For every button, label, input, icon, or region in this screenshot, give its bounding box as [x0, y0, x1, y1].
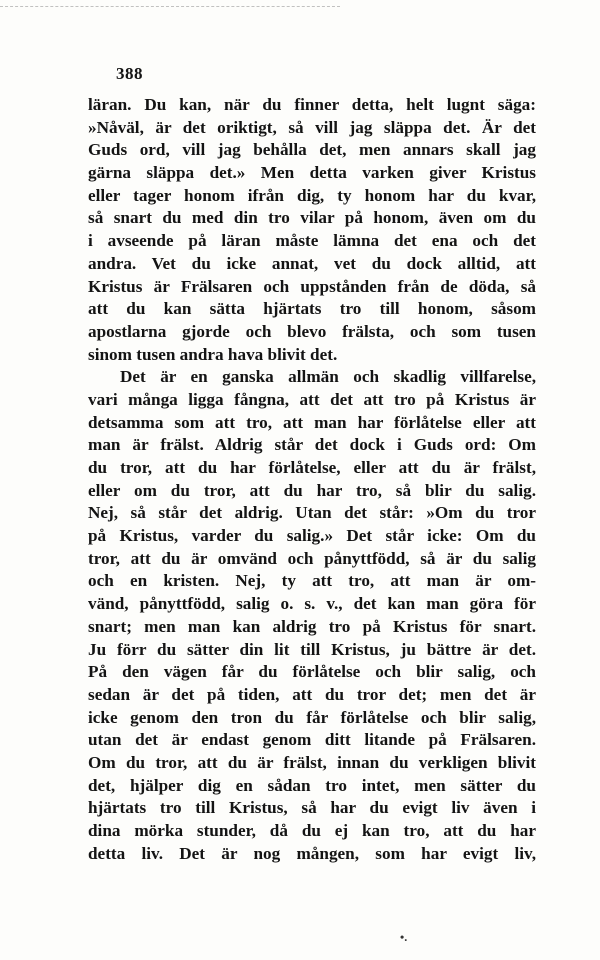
footer-mark: •. [400, 930, 408, 944]
text-line: utan det är endast genom ditt litande på Frälsaren. [88, 730, 536, 750]
text-line: detsamma som att tro, att man har förlåtelse eller att [88, 412, 536, 432]
text-line: Nej, så står det aldrig. Utan det står: »Om du tror [88, 503, 536, 523]
text-line: Guds ord, vill jag behålla det, men annars skall jag [88, 140, 536, 160]
text-line: Det är en ganska allmän och skadlig villfarelse, [120, 367, 536, 387]
text-line: hjärtats tro till Kristus, så har du evigt liv även i [88, 798, 536, 818]
text-line: du tror, att du har förlåtelse, eller att du är frälst, [88, 458, 536, 477]
text-line: sinom tusen andra hava blivit det. [88, 344, 338, 364]
text-line: vari många ligga fångna, att det att tro på Kristus är [88, 389, 536, 409]
text-line: eller om du tror, att du har tro, så blir du salig. [88, 480, 536, 500]
page-number: 388 [116, 64, 143, 83]
text-line: icke genom den tron du får förlåtelse och blir salig, [88, 707, 536, 727]
body-text [88, 94, 536, 865]
text-line: detta liv. Det är nog mången, som har evigt liv, [88, 843, 536, 863]
text-line: eller tager honom ifrån dig, ty honom har du kvar, [88, 185, 536, 205]
text-line: apostlarna gjorde och blevo frälsta, och som tusen [88, 321, 536, 341]
text-line: dina mörka stunder, då du ej kan tro, att du har [88, 821, 536, 840]
text-line: man är frälst. Aldrig står det dock i Guds ord: Om [88, 435, 536, 455]
text-line: och en kristen. Nej, ty att tro, att man är om- [88, 571, 536, 591]
text-line: Ju förr du sätter din lit till Kristus, ju bättre är det. [88, 639, 536, 659]
text-line: andra. Vet du icke annat, vet du dock alltid, att [88, 253, 536, 273]
top-edge-rule [0, 6, 340, 7]
text-line: Kristus är Frälsaren och uppstånden från de döda, så [88, 276, 536, 296]
text-line: »Nåväl, är det oriktigt, så vill jag släppa det. Är det [88, 117, 536, 137]
text-line: att du kan sätta hjärtats tro till honom, såsom [88, 299, 536, 319]
text-line: gärna släppa det.» Men detta varken giver Kristus [88, 163, 536, 183]
text-line: snart; men man kan aldrig tro på Kristus för snart. [88, 616, 536, 636]
text-line: i avseende på läran måste lämna det ena och det [88, 231, 536, 251]
text-line: läran. Du kan, när du finner detta, helt lugnt säga: [88, 95, 536, 114]
text-line: På den vägen får du förlåtelse och blir salig, och [88, 662, 536, 682]
text-line: det, hjälper dig en sådan tro intet, men sätter du [88, 775, 536, 795]
text-line: Om du tror, att du är frälst, innan du verkligen blivit [88, 752, 536, 772]
text-line: vänd, pånyttfödd, salig o. s. v., det kan man göra för [88, 594, 536, 614]
text-line: sedan är det på tiden, att du tror det; men det är [88, 684, 536, 704]
text-line: på Kristus, varder du salig.» Det står icke: Om du [88, 526, 536, 546]
text-line: tror, att du är omvänd och pånyttfödd, så är du salig [88, 548, 536, 568]
text-line: så snart du med din tro vilar på honom, även om du [88, 208, 536, 228]
